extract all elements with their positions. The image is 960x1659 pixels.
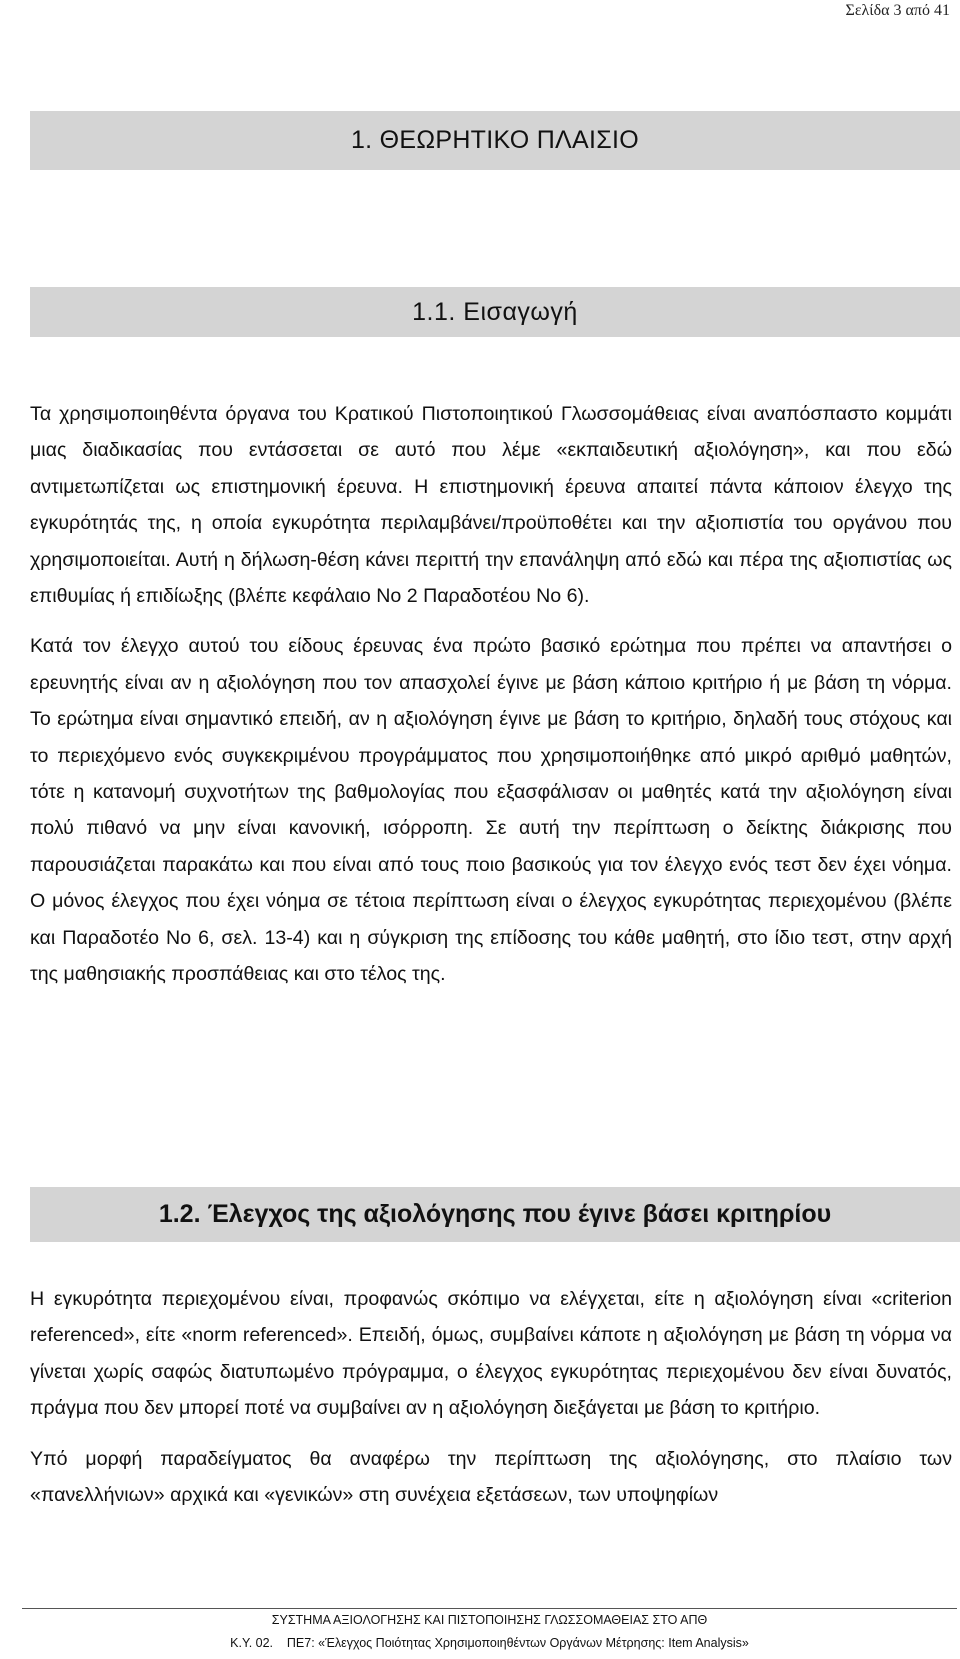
- chapter-heading-text: 1. ΘΕΩΡΗΤΙΚΟ ΠΛΑΙΣΙΟ: [350, 126, 640, 154]
- chapter-heading: [30, 111, 960, 170]
- section-heading-criterion-text: 1.2. Έλεγχος της αξιολόγησης που έγινε βάσει κριτηρίου: [158, 1200, 832, 1228]
- footer-subtitle: Κ.Υ. 02. ΠΕ7: «Έλεγχος Ποιότητας Χρησιμοποιηθέντων Οργάνων Μέτρησης: Item Analysis»: [230, 1636, 749, 1650]
- section-heading-introduction: [30, 287, 960, 337]
- footer-title: ΣΥΣΤΗΜΑ ΑΞΙΟΛΟΓΗΣΗΣ ΚΑΙ ΠΙΣΤΟΠΟΙΗΣΗΣ ΓΛΩΣΣΟΜΑΘΕΙΑΣ ΣΤΟ ΑΠΘ: [271, 1613, 708, 1627]
- section-heading-introduction-text: 1.1. Εισαγωγή: [412, 297, 578, 326]
- section-heading-criterion: [30, 1187, 960, 1242]
- page-number: Σελίδα 3 από 41: [845, 2, 950, 19]
- introduction-body: [30, 396, 952, 993]
- paragraph: Η εγκυρότητα περιεχομένου είναι, προφανώς σκόπιμο να ελέγχεται, είτε η αξιολόγηση είναι «criterion referenced», είτε «norm referenced». Επειδή, όμως, συμβαίνει κάποτε η αξιολόγηση με βάση τη νόρμα να γίνεται χωρίς σαφώς διατυπωμένο πρόγραμμα, ο έλεγχος εγκυρότητας περιεχομένου δεν είναι δυνατός, πράγμα που δεν μπορεί ποτέ να συμβαίνει αν η αξιολόγηση διεξάγεται με βάση το κριτήριο.: [30, 1288, 952, 1420]
- paragraph: Υπό μορφή παραδείγματος θα αναφέρω την περίπτωση της αξιολόγησης, στο πλαίσιο των «πανελλήνιων» αρχικά και «γενικών» στη συνέχεια εξετάσεων, των υποψηφίων: [30, 1447, 952, 1507]
- criterion-body: [30, 1281, 952, 1513]
- footer-divider: [22, 1608, 957, 1609]
- paragraph: Τα χρησιμοποιηθέντα όργανα του Κρατικού Πιστοποιητικού Γλωσσομάθειας είναι αναπόσπαστο κομμάτι μιας διαδικασίας που εντάσσεται σε αυτό που λέμε «εκπαιδευτική αξιολόγηση», και που εδώ αντιμετωπίζεται ως επιστημονική έρευνα. Η επιστημονική έρευνα απαιτεί πάντα κάποιον έλεγχο της εγκυρότητάς της, η οποία εγκυρότητα περιλαμβάνει/προϋποθέτει και την αξιοπιστία του οργάνου που χρησιμοποιείται. Αυτή η δήλωση-θέση κάνει περιττή την επανάληψη από εδώ και πέρα της αξιοπιστίας ως επιθυμίας ή επιδίωξης (βλέπε κεφάλαιο Νο 2 Παραδοτέου Νο 6).: [30, 403, 952, 608]
- paragraph: Κατά τον έλεγχο αυτού του είδους έρευνας ένα πρώτο βασικό ερώτημα που πρέπει να απαντήσει ο ερευνητής είναι αν η αξιολόγηση που τον απασχολεί έγινε με βάση κάποιο κριτήριο ή με βάση τη νόρμα. Το ερώτημα είναι σημαντικό επειδή, αν η αξιολόγηση έγινε με βάση το κριτήριο, δηλαδή τους στόχους και το περιεχόμενο ενός συγκεκριμένου προγράμματος που χρησιμοποιήθηκε από μικρό αριθμό μαθητών, τότε η κατανομή συχνοτήτων της βαθμολογίας που εξασφάλισαν οι μαθητές κατά την αξιολόγηση είναι πολύ πιθανό να μην είναι κανονική, ισόρροπη. Σε αυτή την περίπτωση ο δείκτης διάκρισης που παρουσιάζεται παρακάτω και που είναι από τους ποιο βασικούς για τον έλεγχο ενός τεστ δεν έχει νόημα. Ο μόνος έλεγχος που έχει νόημα σε τέτοια περίπτωση είναι ο έλεγχος εγκυρότητας περιεχομένου (βλέπε και Παραδοτέο Νο 6, σελ. 13-4) και η σύγκριση της επίδοσης του κάθε μαθητή, στο ίδιο τεστ, στην αρχή της μαθησιακής προσπάθειας και στο τέλος της.: [30, 635, 952, 986]
